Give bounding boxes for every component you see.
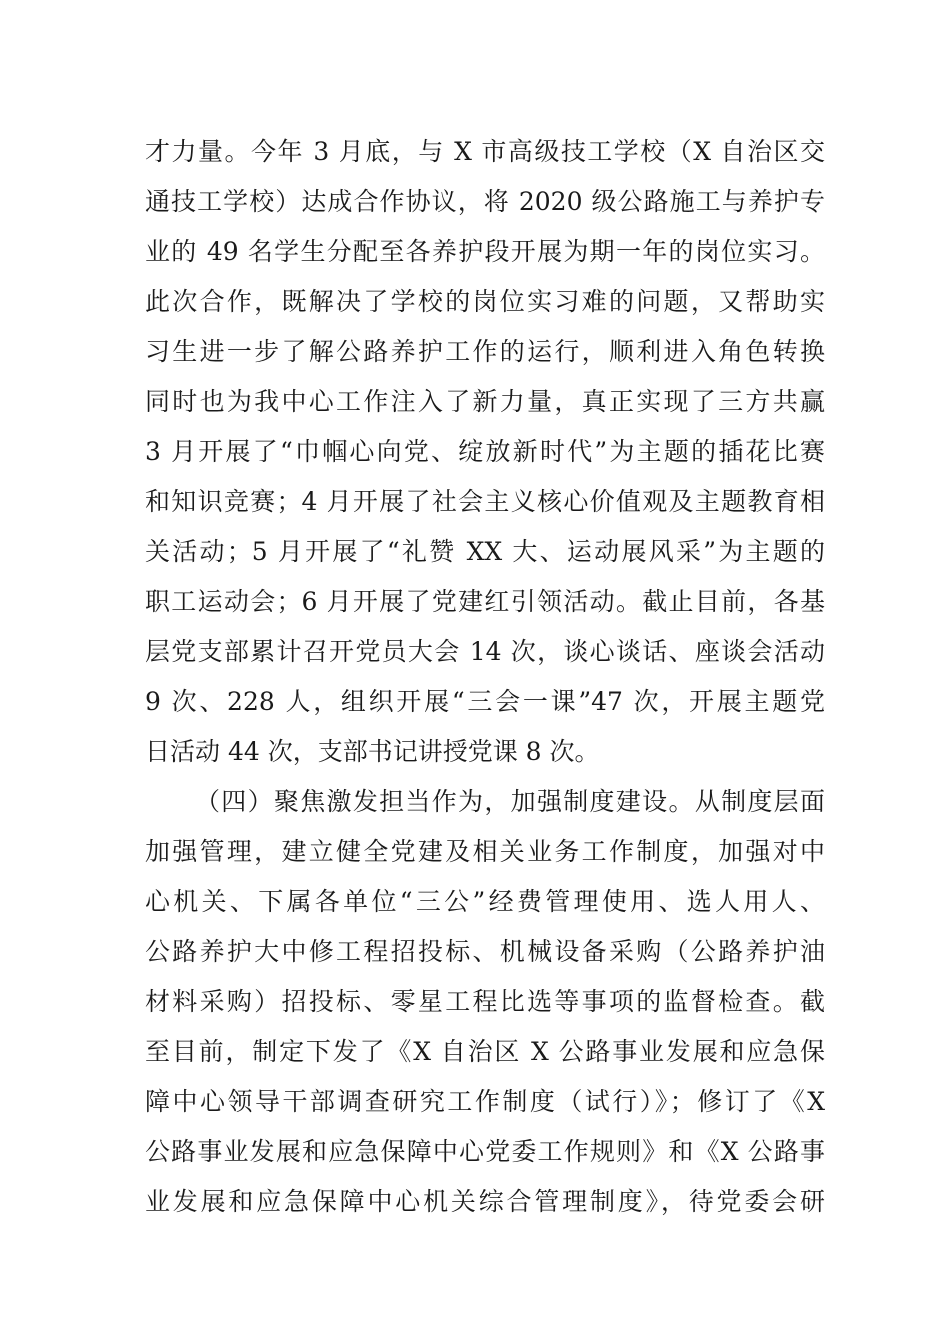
text-line-2: 通技工学校）达成合作协议，将 2020 级公路施工与养护专 <box>145 187 825 216</box>
text-line-5: 习生进一步了解公路养护工作的运行，顺利进入角色转换 <box>145 337 825 366</box>
text-line-15: 加强管理，建立健全党建及相关业务工作制度，加强对中 <box>145 837 825 866</box>
text-line-1: 才力量。今年 3 月底，与 X 市高级技工学校（X 自治区交 <box>145 137 825 166</box>
text-line-7: 3 月开展了“巾帼心向党、绽放新时代”为主题的插花比赛 <box>145 437 825 466</box>
text-line-16: 心机关、下属各单位“三公”经费管理使用、选人用人、 <box>145 887 825 916</box>
text-line-4: 此次合作，既解决了学校的岗位实习难的问题，又帮助实 <box>145 287 825 316</box>
text-line-18: 材料采购）招投标、零星工程比选等事项的监督检查。截 <box>145 987 825 1016</box>
text-line-3: 业的 49 名学生分配至各养护段开展为期一年的岗位实习。 <box>145 237 825 266</box>
text-line-22: 业发展和应急保障中心机关综合管理制度》，待党委会研 <box>145 1187 825 1216</box>
text-line-12: 9 次、228 人，组织开展“三会一课”47 次，开展主题党 <box>145 687 825 716</box>
text-line-19: 至目前，制定下发了《X 自治区 X 公路事业发展和应急保 <box>145 1037 825 1066</box>
text-line-8: 和知识竞赛；4 月开展了社会主义核心价值观及主题教育相 <box>145 487 825 516</box>
text-line-13: 日活动 44 次，支部书记讲授党课 8 次。 <box>145 737 600 766</box>
paragraph-heading-line: （四）聚焦激发担当作为，加强制度建设。从制度层面 <box>195 787 825 816</box>
text-line-10: 职工运动会；6 月开展了党建红引领活动。截止目前，各基 <box>145 587 825 616</box>
text-line-21: 公路事业发展和应急保障中心党委工作规则》和《X 公路事 <box>145 1137 825 1166</box>
text-line-9: 关活动；5 月开展了“礼赞 XX 大、运动展风采”为主题的 <box>145 537 825 566</box>
text-line-11: 层党支部累计召开党员大会 14 次，谈心谈话、座谈会活动 <box>145 637 825 666</box>
body-text <box>145 127 825 1227</box>
text-line-6: 同时也为我中心工作注入了新力量，真正实现了三方共赢 <box>145 387 825 416</box>
text-line-20: 障中心领导干部调查研究工作制度（试行）》；修订了《X <box>145 1087 825 1116</box>
text-line-17: 公路养护大中修工程招投标、机械设备采购（公路养护油 <box>145 937 825 966</box>
